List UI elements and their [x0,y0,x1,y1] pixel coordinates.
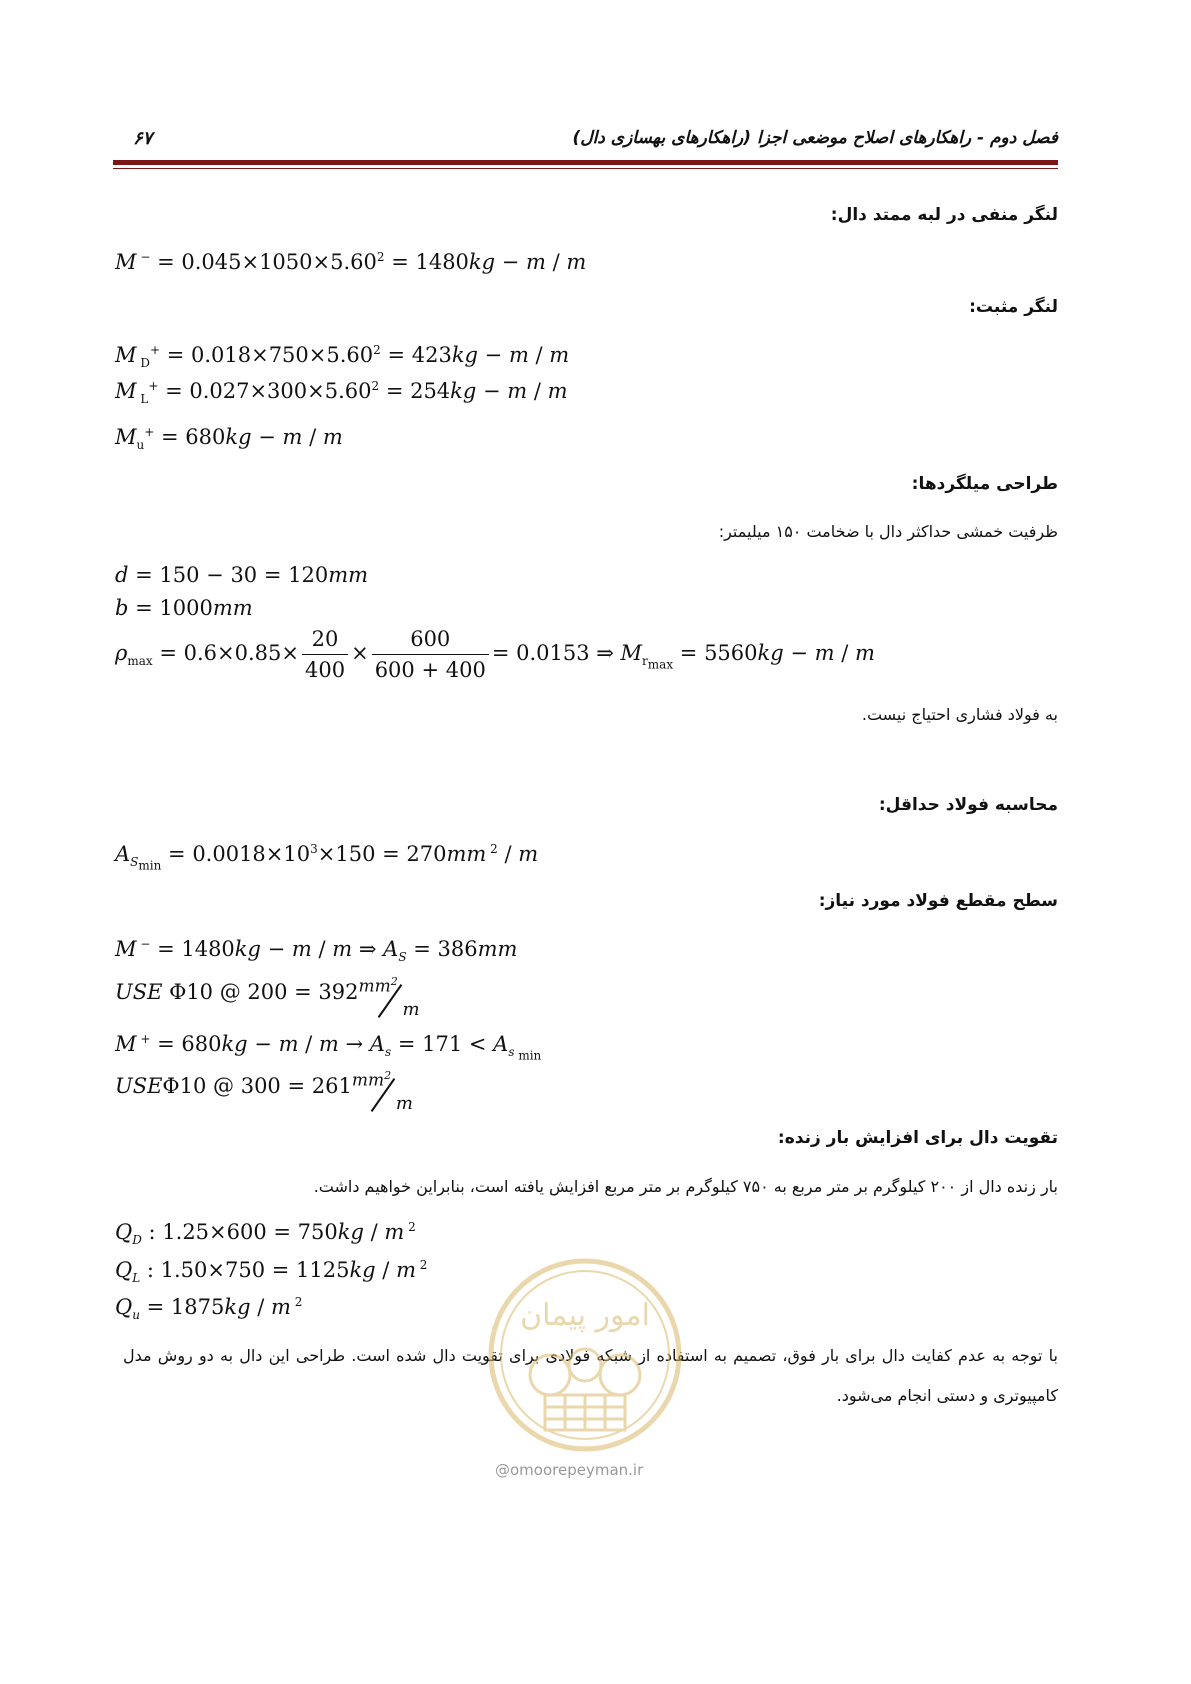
positive-moment-heading: لنگر مثبت: [969,297,1058,317]
eq-as-min: $A_{S_{min}} = 0.0018\times 10^3\times 150 = 270mm$ $^2$ / m [115,842,539,873]
strengthening-heading: تقویت دال برای افزایش بار زنده: [777,1128,1058,1148]
required-steel-heading: سطح مقطع فولاد مورد نیاز: [818,891,1058,911]
header-rule-thin [113,168,1058,169]
unit-mm2-per-m: $mm^2$ m [351,1069,413,1114]
negative-moment-heading: لنگر منفی در لبه ممتد دال: [830,205,1058,225]
bar-design-heading: طراحی میلگردها: [911,474,1058,494]
capacity-text: ظرفیت خمشی حداکثر دال با ضخامت ۱۵۰ میلیمتر: [718,522,1058,541]
eq-use-phi10-200: USE Φ10 @ 200 = 392 $mm^2$ m [115,975,420,1020]
eq-use-phi10-300: USEΦ10 @ 300 = 261 $mm^2$ m [115,1069,413,1114]
eq-b: b = 1000mm [115,596,253,620]
watermark-logo [485,1255,685,1455]
eq-qu: $Q_u = 1875kg / m$ $^2$ [115,1295,303,1323]
svg-text:امور پیمان: امور پیمان [520,1298,650,1333]
page-header [113,128,1058,154]
conclusion-paragraph: با توجه به عدم کفایت دال برای بار فوق، تصمیم به استفاده از شبکه فولادی برای تقویت دال شده است. طراحی این دال به دو روش مدل کامپیوتری و دستی انجام می‌شود. [123,1346,1058,1405]
min-steel-heading: محاسبه فولاد حداقل: [878,795,1058,815]
header-rule-thick [113,160,1058,165]
fraction-600: $\frac{600}{600 + 400}$ [372,624,489,685]
eq-ml-positive: M $_L^+ = 0.027\times 300\times 5.60^2 = 254kg - m / m$ [115,379,568,407]
chapter-title: فصل دوم - راهکارهای اصلاح موضعی اجزا (راهکارهای بهسازی دال) [572,128,1058,148]
eq-ql: $Q_L$ : 1.50×750 = 1125kg / m $^2$ [115,1258,428,1286]
no-compression-steel-text: به فولاد فشاری احتیاج نیست. [861,705,1058,724]
eq-required-neg: M − = 1480kg − m / m ⇒ $A_S = 386mm$ [115,937,518,965]
unit-mm2-per-m: $mm^2$ m [358,975,420,1020]
live-load-text: بار زنده دال از ۲۰۰ کیلوگرم بر متر مربع به ۷۵۰ کیلوگرم بر متر مربع افزایش یافته است، بنابراین خواهیم داشت. [313,1177,1058,1196]
page-number: ۶۷ [133,128,153,149]
eq-d: d = 150 − 30 = 120mm [115,563,369,587]
watermark-site: @omoorepeyman.ir [495,1461,644,1479]
fraction-20-400: $\frac{20}{400}$ [302,624,348,685]
eq-m-negative: M $^- = 0.045\times 1050\times 5.60^2 = 1480kg - m / m$ [115,250,587,274]
eq-mu-positive: $M_u^+ = 680kg - m / m$ [115,425,343,453]
eq-qd: $Q_D$ : 1.25×600 = 750kg / m $^2$ [115,1220,416,1248]
eq-md-positive: M $_D^+ = 0.018\times 750\times 5.60^2 = 423kg - m / m$ [115,343,570,371]
eq-required-pos: M $^+ = 680kg - m / m \to A_s = 171 < A_{s _{min}}$ [115,1032,542,1063]
eq-rho-max: $\rho_{max} = 0.6\times 0.85\times$ $\frac{20}{400}$ × $\frac{600}{600 + 400}$ = 0.0153 ⇒ $M_{r_{max}} = 5560kg - m / m$ [115,624,875,685]
